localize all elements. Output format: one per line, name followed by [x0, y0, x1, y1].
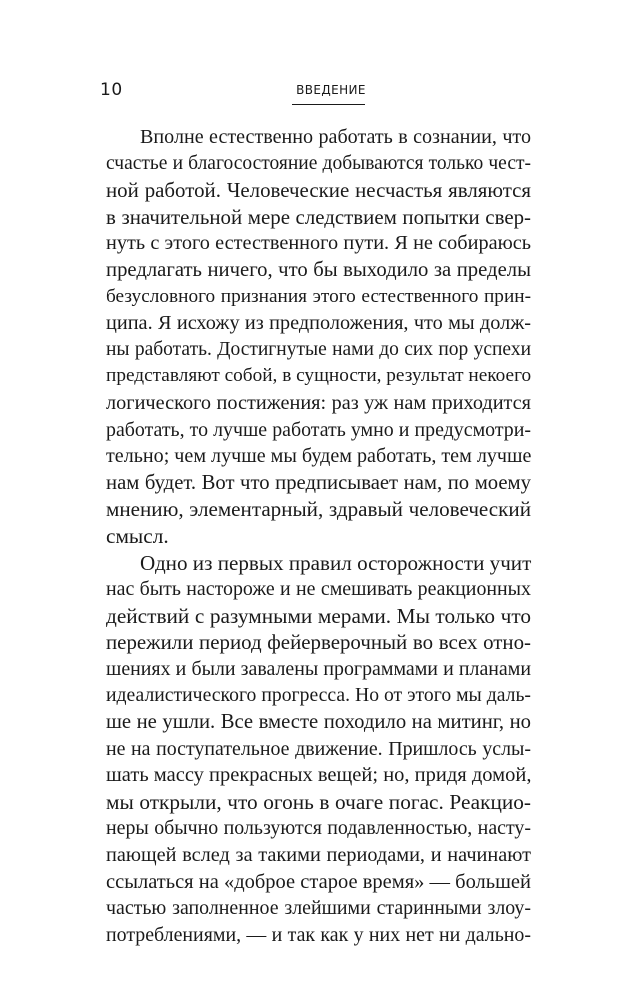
text-line: представляют собой, в сущности, результат некоего: [106, 365, 532, 387]
text-line: ной работой. Человеческие несчастья являются: [106, 178, 531, 203]
text-line: пережили период фейерверочный во всех отно-: [106, 630, 531, 655]
text-line: счастье и благосостояние добываются только чест-: [106, 152, 531, 174]
text-line: ны работать. Достигнутые нами до сих пор успехи: [106, 338, 531, 360]
text-line: Вполне естественно работать в сознании, что: [140, 126, 531, 148]
text-line: нас быть настороже и не смешивать реакционных: [106, 578, 531, 601]
text-line: нам будет. Вот что предписывает нам, по моему: [106, 471, 531, 494]
text-line: потреблениями, — и так как у них нет ни дально-: [106, 923, 531, 946]
text-line: ссылаться на «доброе старое время» — большей: [106, 870, 531, 893]
paragraph-1: [106, 124, 531, 550]
text-line: ше не ушли. Все вместе походило на митинг, но: [106, 711, 531, 734]
text-line: нуть с этого естественного пути. Я не собираюсь: [106, 232, 531, 255]
text-line: частью заполненное злейшими старинными злоу-: [106, 897, 531, 920]
paragraph-2: [106, 550, 531, 949]
text-line: мнению, элементарный, здравый человеческий: [106, 497, 531, 522]
text-line: пающей вслед за такими периодами, и начинают: [106, 844, 531, 867]
text-line: шениях и были завалены программами и планами: [106, 657, 531, 680]
text-line: шать массу прекрасных вещей; но, придя домой,: [106, 764, 532, 787]
text-line: смысл.: [106, 523, 169, 548]
running-head: ВВЕДЕНИЕ: [296, 83, 366, 97]
text-line: предлагать ничего, что бы выходило за пределы: [106, 258, 531, 281]
running-head-rule: [292, 104, 365, 105]
text-line: идеалистического прогресса. Но от этого мы даль-: [106, 684, 531, 707]
text-line: не на поступательное движение. Пришлось услы-: [106, 737, 531, 760]
text-line: действий с разумными мерами. Мы только что: [106, 603, 531, 628]
text-line: в значительной мере следствием попытки свер-: [106, 204, 531, 229]
text-line: ципа. Я исхожу из предположения, что мы долж-: [106, 312, 531, 335]
body-text: [106, 124, 531, 948]
text-line: тельно; чем лучше мы будем работать, тем лучше: [106, 445, 532, 468]
text-line: мы открыли, что огонь в очаге погас. Реакцио-: [106, 789, 531, 814]
text-line: работать, то лучше работать умно и предусмотри-: [106, 418, 531, 441]
page-number: 10: [100, 80, 123, 100]
text-line: логического постижения: раз уж нам приходится: [106, 391, 531, 414]
text-line: неры обычно пользуются подавленностью, насту-: [106, 817, 531, 840]
text-line: Одно из первых правил осторожности учит: [140, 550, 532, 575]
text-line: безусловного признания этого естественного прин-: [106, 285, 531, 307]
